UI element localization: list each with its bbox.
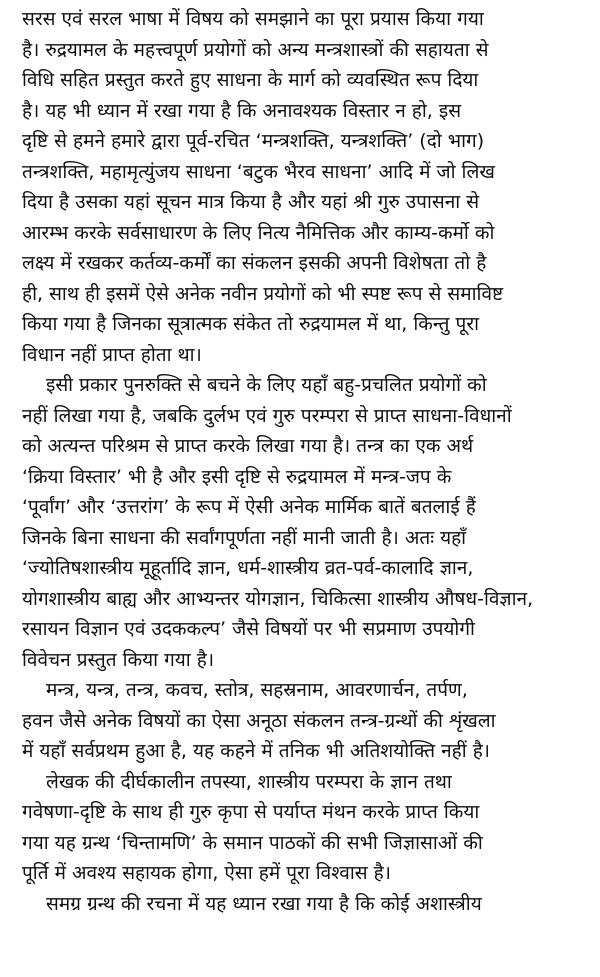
text-line: आरम्भ करके सर्वसाधारण के लिए नित्य नैमित्तिक और काम्य-कर्मो को	[22, 221, 495, 244]
text-line: विधि सहित प्रस्तुत करते हुए साधना के मार्ग को व्यवस्थित रूप दिया	[22, 69, 479, 91]
text-line: गवेषणा-दृष्टि के साथ ही गुरु कृपा से पर्याप्त मंथन करके प्राप्त किया	[22, 801, 480, 823]
text-line: ‘ज्योतिषशास्त्रीय मूहूर्तादि ज्ञान, धर्म-शास्त्रीय व्रत-पर्व-कालादि ज्ञान,	[22, 557, 474, 579]
text-line: समग्र ग्रन्थ की रचना में यह ध्यान रखा गया है कि कोई अशास्त्रीय	[46, 892, 482, 915]
text-line: दिया है उसका यहां सूचन मात्र किया है और यहां श्री गुरु उपासना से	[22, 191, 480, 213]
text-line: है। यह भी ध्यान में रखा गया है कि अनावश्यक विस्तार न हो, इस	[22, 99, 462, 122]
text-line: लक्ष्य में रखकर कर्तव्य-कर्मों का संकलन इसकी अपनी विशेषता तो है	[22, 252, 487, 274]
text-line: योगशास्त्रीय बाह्य और आभ्यन्तर योगज्ञान, चिकित्सा शास्त्रीय औषध-विज्ञान,	[22, 587, 534, 610]
text-line: इसी प्रकार पुनरुक्ति से बचने के लिए यहाँ बहु-प्रचलित प्रयोगों को	[46, 374, 487, 396]
paragraph-3	[22, 675, 586, 767]
text-line: हवन जैसे अनेक विषयों का ऐसा अनूठा संकलन तन्त्र-ग्रन्थों की शृंखला	[22, 709, 496, 732]
text-line: सरस एवं सरल भाषा में विषय को समझाने का पूरा प्रयास किया गया	[22, 8, 484, 30]
text-line: को अत्यन्त परिश्रम से प्राप्त करके लिखा गया है। तन्त्र का एक अर्थ	[22, 435, 474, 457]
text-line: विधान नहीं प्राप्त होता था।	[22, 343, 202, 366]
text-line: दृष्टि से हमने हमारे द्वारा पूर्व-रचित ‘मन्त्रशक्ति, यन्त्रशक्ति’ (दो भाग)	[22, 130, 485, 152]
text-line: लेखक की दीर्घकालीन तपस्या, शास्त्रीय परम्परा के ज्ञान तथा	[46, 770, 452, 793]
paragraph-4	[22, 767, 586, 889]
text-line: पूर्ति में अवश्य सहायक होगा, ऐसा हमें पूरा विश्वास है।	[22, 862, 391, 884]
text-line: तन्त्रशक्ति, महामृत्युंजय साधना ‘बटुक भैरव साधना’ आदि में जो लिख	[22, 160, 495, 183]
text-line: मन्त्र, यन्त्र, तन्त्र, कवच, स्तोत्र, सहस्रनाम, आवरणार्चन, तर्पण,	[46, 679, 468, 701]
paragraph-2	[22, 370, 586, 675]
text-line: विवेचन प्रस्तुत किया गया है।	[22, 648, 215, 671]
text-line: में यहाँ सर्वप्रथम हुआ है, यह कहने में तनिक भी अतिशयोक्ति नहीं है।	[22, 740, 490, 762]
text-line: नहीं लिखा गया है, जबकि दुर्लभ एवं गुरु परम्परा से प्राप्त साधना-विधानों	[22, 404, 512, 427]
text-line: ‘क्रिया विस्तार’ भी है और इसी दृष्टि से रुद्रयामल में मन्त्र-जप के	[22, 465, 452, 488]
text-line: है। रुद्रयामल के महत्त्वपूर्ण प्रयोगों को अन्य मन्त्रशास्त्रों की सहायता से	[22, 38, 489, 61]
text-line: जिनके बिना साधना की सर्वांगपूर्णता नहीं मानी जाती है। अतः यहाँ	[22, 526, 467, 549]
text-line: रसायन विज्ञान एवं उदककल्प’ जैसे विषयों पर भी सप्रमाण उपयोगी	[22, 618, 475, 640]
text-line: गया यह ग्रन्थ ‘चिन्तामणि’ के समान पाठकों की सभी जिज्ञासाओं की	[22, 831, 483, 854]
text-line: ही, साथ ही इसमें ऐसे अनेक नवीन प्रयोगों को भी स्पष्ट रूप से समाविष्ट	[22, 282, 504, 305]
text-line: किया गया है जिनका सूत्रात्मक संकेत तो रुद्रयामल में था, किन्तु पूरा	[22, 313, 480, 335]
text-line: ‘पूर्वांग’ और ‘उत्तरांग’ के रूप में ऐसी अनेक मार्मिक बातें बतलाई हैं	[22, 496, 476, 518]
paragraph-5	[22, 889, 586, 920]
paragraph-1	[22, 4, 586, 370]
